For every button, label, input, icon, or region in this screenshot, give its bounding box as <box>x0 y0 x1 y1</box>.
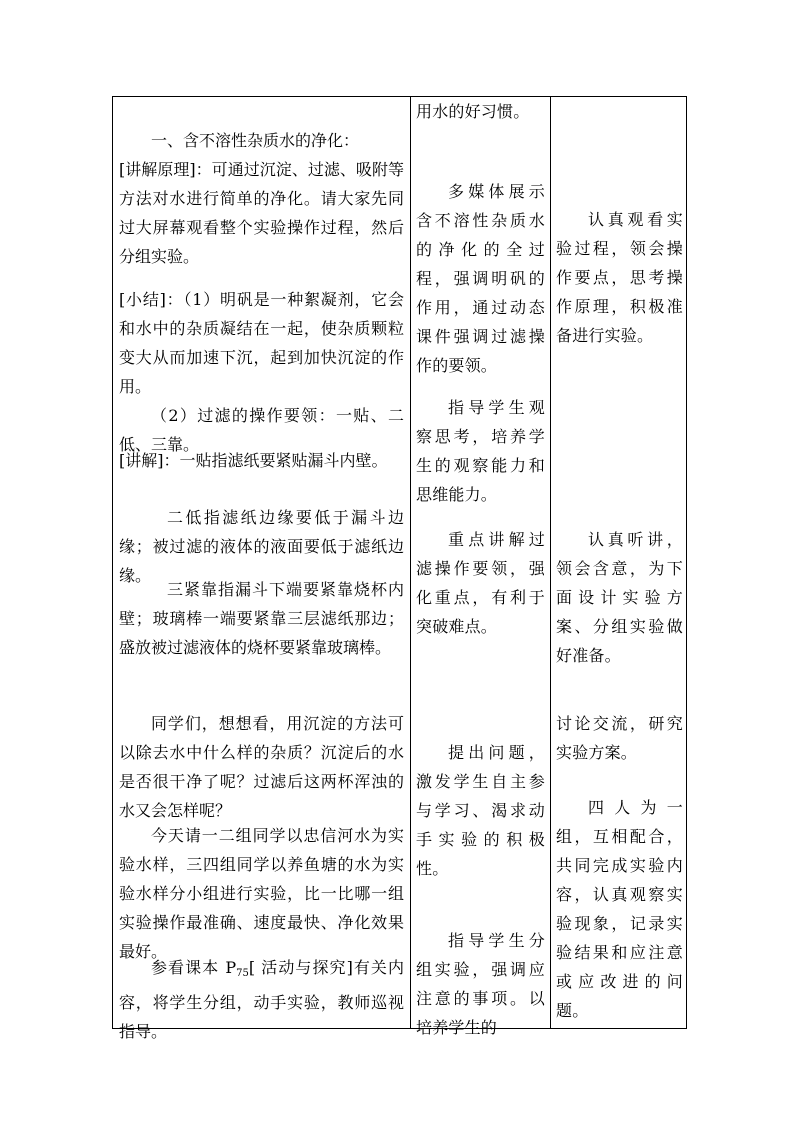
filter-key-points: （2）过滤的操作要领：一贴、二低、三靠。 <box>119 406 404 454</box>
student-text: 四人为一组，互相配合，共同完成实验内容，认真观察实验现象，记录实验结果和应注意或应改进的问题。 <box>556 798 683 1020</box>
summary-alum: [小结]：（1）明矾是一种絮凝剂，它会和水中的杂质凝结在一起，使杂质颗粒变大从而加速下沉，起到加快沉淀的作用。 <box>119 290 404 396</box>
explain-one-stick: [讲解]：一贴指滤纸要紧贴漏斗内壁。 <box>119 451 388 470</box>
teacher-activity-column <box>113 97 410 1041</box>
intent-text: 多媒体展示含不溶性杂质水的净化的全过程，强调明矾的作用，通过动态课件强调过滤操作的要领。 <box>416 182 545 375</box>
intent-text: 指导学生观察思考，培养学生的观察能力和思维能力。 <box>416 398 545 504</box>
group-task-paragraph: 今天请一二组同学以忠信河水为实验水样，三四组同学以养鱼塘的水为实验水样分小组进行实验，比一比哪一组实验操作最准确、速度最快、净化效果最好。 <box>119 826 404 961</box>
student-text: 认真听讲，领会含意，为下面设计实验方案、分组实验做好准备。 <box>556 530 683 665</box>
intent-text: 用水的好习惯。 <box>416 102 530 121</box>
student-text: 认真观看实验过程，领会操作要点，思考操作原理，积极准备进行实验。 <box>556 210 683 345</box>
intent-text: 重点讲解过滤操作要领，强化重点，有利于突破难点。 <box>416 530 545 636</box>
section-heading: 一、含不溶性杂质水的净化： <box>151 131 360 150</box>
student-activity-column <box>550 97 688 1028</box>
student-text: 讨论交流，研究实验方案。 <box>556 714 683 762</box>
design-intent-column <box>410 97 550 1037</box>
textbook-reference: 参看课本 $P_{75}$[ 活动与探究]有关内容，将学生分组，动手实验，教师巡视指导。 <box>119 958 404 1041</box>
explain-three-lean: 三紧靠指漏斗下端要紧靠烧杯内壁；玻璃棒一端要紧靠三层滤纸那边；盛放被过滤液体的烧杯要紧靠玻璃棒。 <box>119 580 404 657</box>
intent-text: 指导学生分组实验，强调应注意的事项。以培养学生的 <box>416 931 545 1037</box>
question-paragraph: 同学们，想想看，用沉淀的方法可以除去水中什么样的杂质？沉淀后的水是否很干净了呢？过滤后这两杯浑浊的水又会怎样呢？ <box>119 714 404 820</box>
explain-principle: [讲解原理]：可通过沉淀、过滤、吸附等方法对水进行简单的净化。请大家先同过大屏幕观看整个实验操作过程，然后分组实验。 <box>119 160 404 266</box>
explain-two-low: 二低指滤纸边缘要低于漏斗边缘；被过滤的液体的液面要低于滤纸边缘。 <box>119 508 404 585</box>
intent-text: 提出问题，激发学生自主参与学习、渴求动手实验的积极性。 <box>416 743 545 878</box>
lesson-table <box>112 96 687 1041</box>
